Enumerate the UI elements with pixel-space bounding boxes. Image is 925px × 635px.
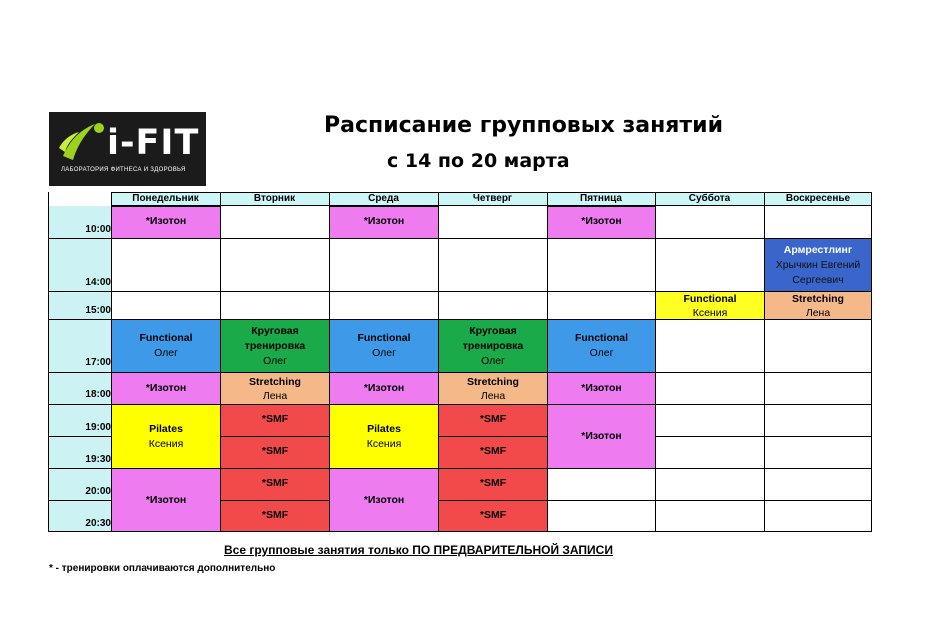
class-functional: Functional Олег — [111, 319, 221, 373]
day-header-mon: Понедельник — [111, 192, 220, 206]
class-pilates: Pilates Ксения — [329, 404, 439, 469]
time-label: 20:00 — [85, 486, 111, 497]
day-header-thu: Четверг — [438, 192, 547, 206]
class-izoton: *Изотон — [111, 206, 221, 239]
logo-tagline: ЛАБОРАТОРИЯ ФИТНЕСА И ЗДОРОВЬЯ — [61, 167, 186, 173]
time-label: 20:30 — [85, 518, 111, 529]
class-functional: Functional Олег — [547, 319, 656, 373]
class-stretching: Stretching Лена — [764, 291, 872, 320]
class-functional: Functional Ксения — [655, 291, 765, 320]
class-stretching: Stretching Лена — [438, 372, 548, 405]
day-header-fri: Пятница — [547, 192, 655, 206]
time-column — [48, 206, 111, 532]
class-izoton: *Изотон — [329, 468, 439, 532]
class-krugovaya: Круговая тренировка Олег — [438, 319, 548, 373]
class-smf: *SMF — [438, 404, 548, 437]
day-header-wed: Среда — [329, 192, 438, 206]
class-izoton: *Изотон — [547, 404, 656, 469]
page-title: Расписание групповых занятий — [324, 113, 724, 138]
day-header-sun: Воскресенье — [764, 192, 872, 206]
class-smf: *SMF — [220, 468, 330, 501]
class-armwrestling: Армрестлинг Хрычкин Евгений Сергеевич — [764, 238, 872, 292]
class-smf: *SMF — [438, 436, 548, 469]
logo-brand: i-FIT — [107, 123, 200, 163]
time-label: 18:00 — [85, 389, 111, 400]
time-label: 14:00 — [85, 277, 111, 288]
runner-icon — [49, 112, 109, 172]
day-header-tue: Вторник — [220, 192, 329, 206]
class-smf: *SMF — [220, 404, 330, 437]
class-smf: *SMF — [220, 436, 330, 469]
class-izoton: *Изотон — [547, 372, 656, 405]
class-izoton: *Изотон — [111, 468, 221, 532]
day-header-sat: Суббота — [655, 192, 764, 206]
time-label: 19:00 — [85, 422, 111, 433]
schedule-table — [48, 192, 872, 532]
class-stretching: Stretching Лена — [220, 372, 330, 405]
class-functional: Functional Олег — [329, 319, 439, 373]
ifit-logo — [49, 112, 206, 186]
class-izoton: *Изотон — [329, 372, 439, 405]
class-smf: *SMF — [438, 500, 548, 532]
time-label: 10:00 — [85, 224, 111, 235]
class-pilates: Pilates Ксения — [111, 404, 221, 469]
class-krugovaya: Круговая тренировка Олег — [220, 319, 330, 373]
class-izoton: *Изотон — [111, 372, 221, 405]
time-label: 17:00 — [85, 357, 111, 368]
class-smf: *SMF — [220, 500, 330, 532]
date-range: с 14 по 20 марта — [387, 150, 570, 172]
booking-note: Все групповые занятия только ПО ПРЕДВАРИТЕЛЬНОЙ ЗАПИСИ — [224, 543, 613, 557]
time-label: 15:00 — [85, 305, 111, 316]
paid-note: * - тренировки оплачиваются дополнительно — [49, 563, 276, 574]
class-izoton: *Изотон — [329, 206, 439, 239]
class-smf: *SMF — [438, 468, 548, 501]
class-izoton: *Изотон — [547, 206, 656, 239]
time-label: 19:30 — [85, 454, 111, 465]
